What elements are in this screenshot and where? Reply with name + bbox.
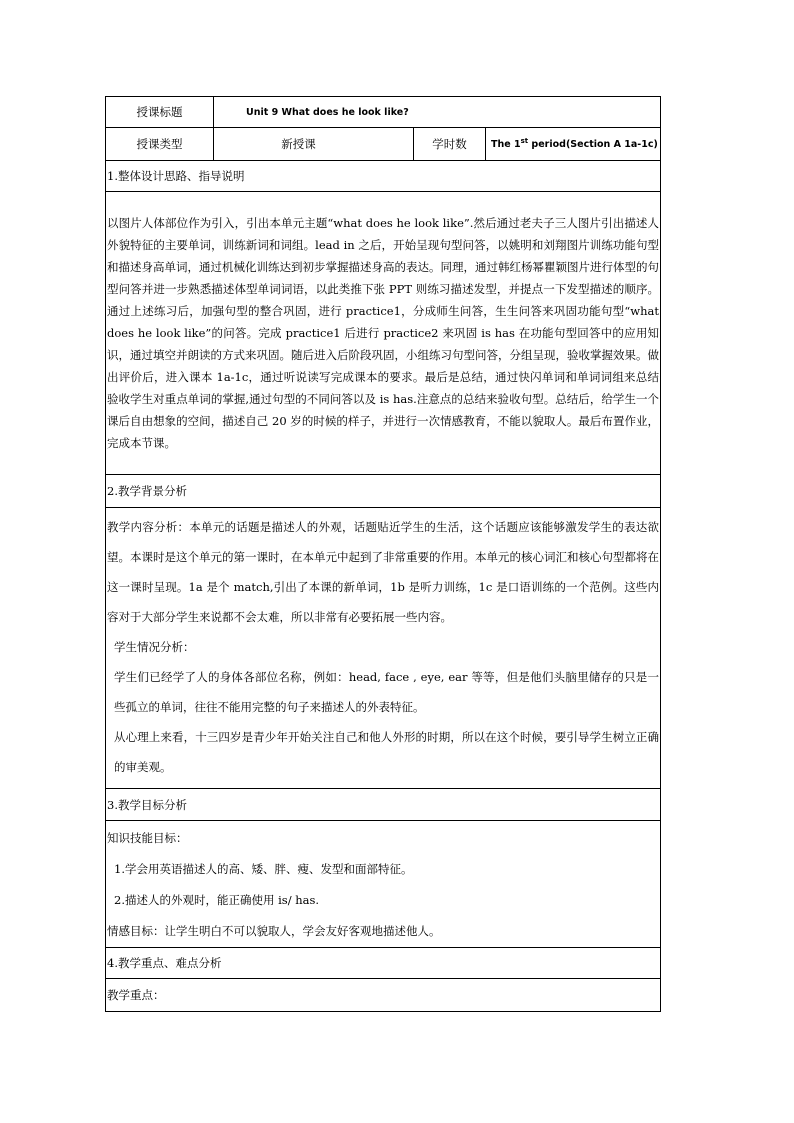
content-analysis [106,512,660,632]
section-3-title: 3.教学目标分析 [106,789,661,821]
period-suffix: period(Section A 1a-1c) [528,139,658,151]
section-1-body-cell [106,192,661,475]
section-4-body-row [106,979,661,1012]
hours-label: 学时数 [414,128,486,161]
design-paragraph: 以图片人体部位作为引入，引出本单元主题“what does he look like”.然后通过老夫子三人图片引出描述人外貌特征的主要单词，训练新词和词组。lead in 之后，开始呈现句型问答，以姚明和刘翔图片训练功能句型和描述身高单词，通过机械化训练达到初步掌握描述身高的表达。同理，通过韩红杨幂瞿颖图片进行体型的句型问答并进一步熟悉描述体型单词词语，以此类推下张 PPT 则练习描述发型，并提点一下发型描述的顺序。通过上述练习后，加强句型的整合巩固，进行 practice1，分成师生问答，生生问答来巩固功能句型“what does he look like”的问答。完成 practice1 后进行 practice2 来巩固 is has 在功能句型回答中的应用知识，通过填空并朗读的方式来巩固。随后进入后阶段巩固，小组练习句型问答，分组呈现，验收掌握效果。做出评价后，进入课本 1a-1c，通过听说读写完成课本的要求。最后是总结，通过快闪单词和单词词组来总结验收学生对重点单词的掌握,通过句型的不同问答以及 is has.注意点的总结来验收句型。总结后，给学生一个课后自由想象的空间，描述自己 20 岁的时候的样子，并进行一次情感教育，不能以貌取人。最后布置作业，完成本节课。 [107,216,660,450]
section-2-title: 2.教学背景分析 [106,475,661,508]
section-3-title-row [106,789,661,821]
section-2-title-row [106,475,661,508]
content-analysis-body: 本单元的话题是描述人的外观，话题贴近学生的生活，这个话题应该能够激发学生的表达欲望。本课时是这个单元的第一课时，在本单元中起到了非常重要的作用。本单元的核心词汇和核心句型都将在这一课时呈现。1a 是个 match,引出了本课的新单词，1b 是听力训练，1c 是口语训练的一个范例。这些内容对于大部分学生来说都不会太难，所以非常有必要拓展一些内容。 [107,520,660,624]
section-1-title: 1.整体设计思路、指导说明 [106,161,661,192]
content-analysis-label: 教学内容分析： [107,520,190,534]
student-analysis-label: 学生情况分析： [114,640,195,654]
section-4-title-row [106,948,661,979]
goal-1: 1.学会用英语描述人的高、矮、胖、瘦、发型和面部特征。 [114,862,413,876]
lesson-plan-table [105,96,661,1012]
section-1-body-row [106,192,661,475]
section-2-body-row [106,508,661,789]
period-sup: st [520,137,529,146]
section-2-body-cell [106,508,661,789]
title-label: 授课标题 [106,97,214,128]
title-value: Unit 9 What does he look like? [214,97,661,128]
goal-2: 2.描述人的外观时，能正确使用 is/ has. [114,893,320,907]
period-value [486,128,661,161]
knowledge-goal-label: 知识技能目标： [107,831,188,845]
section-3-body-cell [106,821,661,948]
student-analysis-p1: 学生们已经学了人的身体各部位名称，例如：head, face , eye, ear 等等，但是他们头脑里储存的只是一些孤立的单词，往往不能用完整的句子来描述人的外表特征。 [114,670,660,714]
section-4-title: 4.教学重点、难点分析 [106,948,661,979]
type-row [106,128,661,161]
section-1-title-row [106,161,661,192]
section-3-body-row [106,821,661,948]
lesson-plan-sheet [105,96,660,1012]
student-analysis-p2: 从心理上来看，十三四岁是青少年开始关注自己和他人外形的时期，所以在这个时候，要引导学生树立正确的审美观。 [114,730,660,774]
key-points-label: 教学重点： [106,979,661,1012]
period-prefix: The 1 [491,139,521,151]
type-label: 授课类型 [106,128,214,161]
emotion-goal: 情感目标：让学生明白不可以貌取人，学会友好客观地描述他人。 [107,924,441,938]
type-value: 新授课 [214,128,414,161]
title-row [106,97,661,128]
